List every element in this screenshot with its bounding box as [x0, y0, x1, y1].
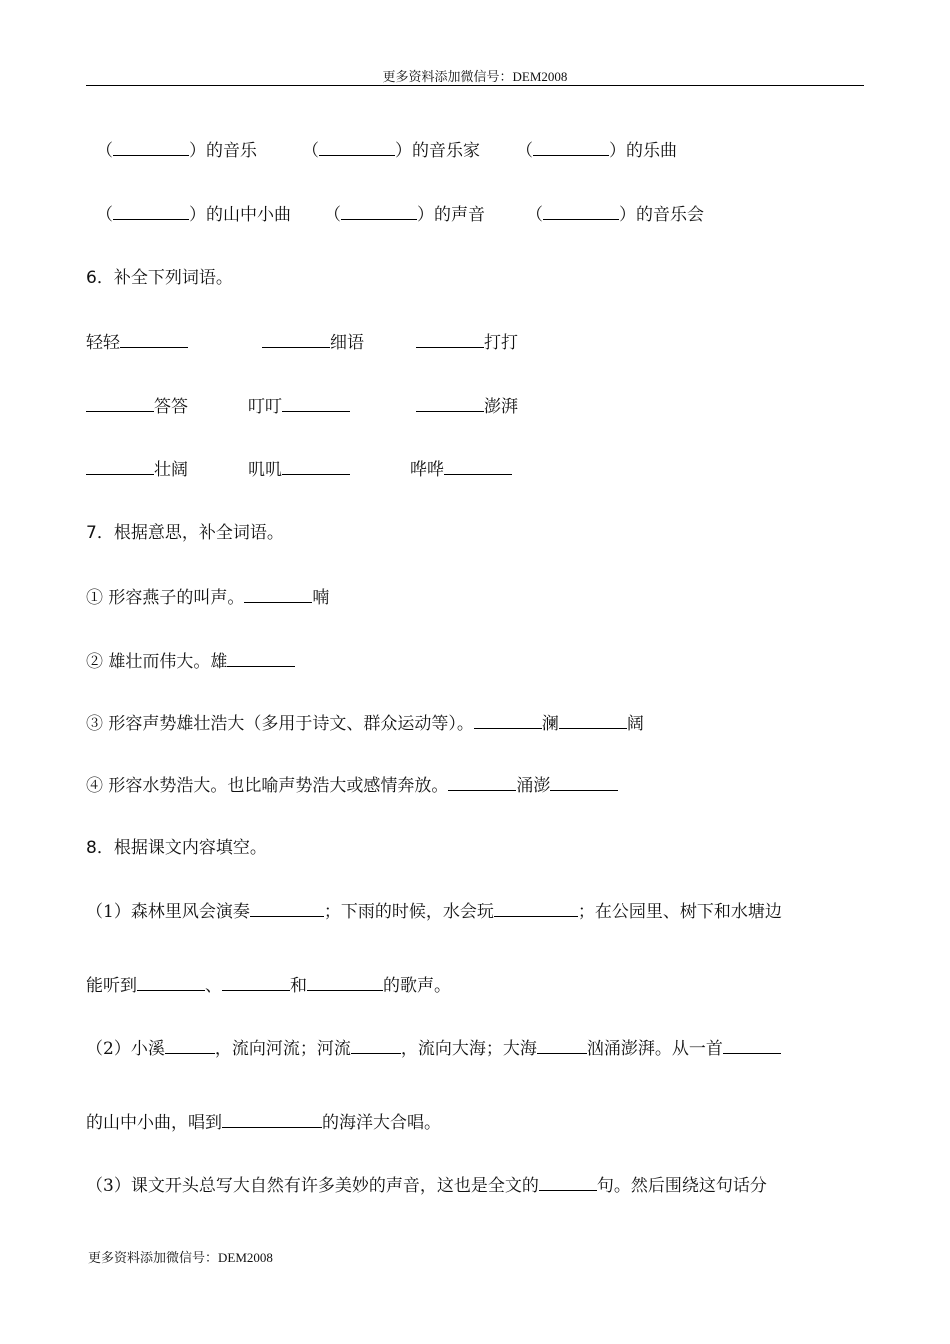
q5-item: （ ）的山中小曲: [96, 201, 291, 228]
q7-item-4: ④ 形容水势浩大。也比喻声势浩大或感情奔放。 涌澎: [86, 772, 866, 798]
q5-row-2: [86, 201, 866, 227]
blank[interactable]: [222, 1109, 322, 1128]
q6-title: 6．补全下列词语。: [86, 268, 233, 288]
page-header: 更多资料添加微信号：DEM2008: [382, 69, 568, 84]
q7-title: 7．根据意思，补全词语。: [86, 523, 284, 543]
blank[interactable]: [307, 972, 383, 991]
blank[interactable]: [86, 456, 154, 475]
q7-item-3: ③ 形容声势雄壮浩大（多用于诗文、群众运动等）。 澜 阔: [86, 710, 866, 736]
blank[interactable]: [341, 201, 417, 220]
blank[interactable]: [282, 456, 350, 475]
blank[interactable]: [137, 972, 205, 991]
blank[interactable]: [319, 137, 395, 156]
blank[interactable]: [120, 329, 188, 348]
page-footer: 更多资料添加微信号：DEM2008: [88, 1250, 273, 1265]
blank[interactable]: [222, 972, 290, 991]
q7-item-2: ② 雄壮而伟大。雄: [86, 648, 866, 674]
blank[interactable]: [113, 201, 189, 220]
blank[interactable]: [416, 329, 484, 348]
q5-item: （ ）的音乐: [96, 137, 257, 164]
q5-item: （ ）的声音: [324, 201, 485, 228]
blank[interactable]: [86, 393, 154, 412]
blank[interactable]: [448, 772, 516, 791]
q5-item: （ ）的音乐会: [526, 201, 704, 228]
blank[interactable]: [537, 1035, 587, 1054]
q6-row-3: 壮阔 叽叽 哗哗: [86, 456, 866, 482]
blank[interactable]: [559, 710, 627, 729]
blank[interactable]: [227, 648, 295, 667]
blank[interactable]: [539, 1172, 597, 1191]
q6-row-2: 答答 叮叮 澎湃: [86, 393, 866, 419]
q6-row-1: 轻轻 细语 打打: [86, 329, 866, 355]
q8-p2-line-1: （2）小溪 ，流向河流；河流 ，流向大海；大海 汹涌澎湃。从一首: [86, 1035, 866, 1061]
q8-p1-line-2: 能听到 、 和 的歌声。: [86, 972, 866, 998]
blank[interactable]: [262, 329, 330, 348]
blank[interactable]: [244, 584, 312, 603]
blank[interactable]: [474, 710, 542, 729]
blank[interactable]: [165, 1035, 215, 1054]
blank[interactable]: [282, 393, 350, 412]
q8-p2-line-2: 的山中小曲，唱到 的海洋大合唱。: [86, 1109, 866, 1135]
blank[interactable]: [543, 201, 619, 220]
blank[interactable]: [550, 772, 618, 791]
blank[interactable]: [723, 1035, 781, 1054]
q5-item: （ ）的乐曲: [516, 137, 677, 164]
blank[interactable]: [113, 137, 189, 156]
q8-title: 8．根据课文内容填空。: [86, 838, 267, 858]
blank[interactable]: [494, 898, 578, 917]
q5-item: （ ）的音乐家: [302, 137, 480, 164]
blank[interactable]: [444, 456, 512, 475]
blank[interactable]: [533, 137, 609, 156]
q7-item-1: ① 形容燕子的叫声。 喃: [86, 584, 866, 610]
q5-row-1: [86, 137, 866, 163]
blank[interactable]: [416, 393, 484, 412]
blank[interactable]: [351, 1035, 401, 1054]
q8-p3-line-1: （3）课文开头总写大自然有许多美妙的声音，这也是全文的 句。然后围绕这句话分: [86, 1172, 866, 1198]
header-rule: [86, 85, 864, 86]
blank[interactable]: [250, 898, 324, 917]
q8-p1-line-1: （1）森林里风会演奏 ；下雨的时候，水会玩 ；在公园里、树下和水塘边: [86, 898, 866, 924]
